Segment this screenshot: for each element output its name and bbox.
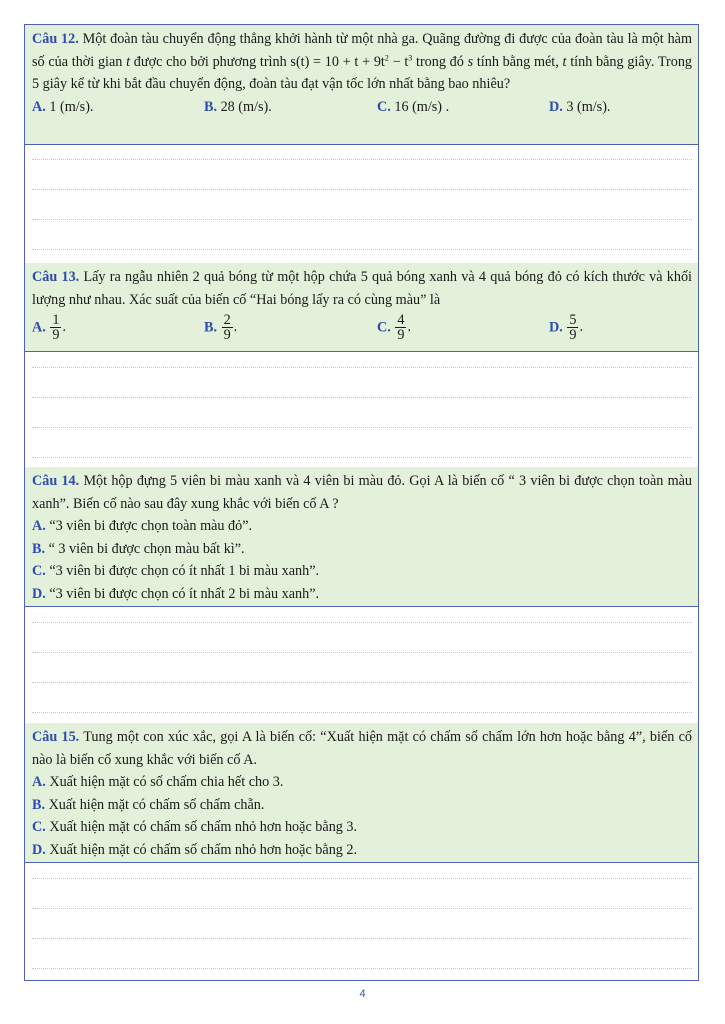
answer-line [32, 682, 692, 683]
question-number: Câu 15. [32, 729, 80, 745]
option-b[interactable]: B. $\frac{2}{9}$ . [204, 312, 238, 343]
option-a[interactable]: A. 1 (m/s). [32, 98, 94, 115]
fraction: $\frac{4}{9}$ [397, 312, 405, 343]
answer-line [32, 249, 692, 250]
question-number: Câu 13. [32, 269, 80, 285]
fraction: $\frac{2}{9}$ [223, 312, 231, 343]
option-d[interactable]: D. $\frac{5}{9}$ . [549, 312, 583, 343]
fraction: $\frac{5}{9}$ [569, 312, 577, 343]
answer-line [32, 968, 692, 969]
answer-space-13 [25, 353, 698, 468]
answer-space-12 [25, 146, 698, 263]
answer-line [32, 427, 692, 428]
question-14-text: Câu 14. Một hộp đựng 5 viên bi màu xanh và 4 viên bi màu đỏ. Gọi A là biến cố “ 3 viên bi được chọn toàn màu xanh”. Biến cố nào sau đây xung khắc với biến cố A ? [32, 473, 692, 512]
answer-line [32, 622, 692, 623]
question-13 [25, 263, 698, 352]
option-a[interactable]: A. “3 viên bi được chọn toàn màu đỏ”. [32, 518, 253, 534]
fraction: $\frac{1}{9}$ [52, 312, 60, 343]
answer-line [32, 189, 692, 190]
answer-options [32, 96, 692, 120]
answer-options [32, 515, 692, 605]
question-number: Câu 14. [32, 473, 80, 489]
page-frame [24, 24, 699, 981]
option-d[interactable]: D. “3 viên bi được chọn có ít nhất 2 bi màu xanh”. [32, 585, 320, 602]
answer-line [32, 652, 692, 653]
answer-line [32, 457, 692, 458]
option-b[interactable]: B. Xuất hiện mặt có chấm số chấm chẵn. [32, 796, 265, 813]
formula: $s(t) = 10 + t + 9t^2 - t^3$ [290, 52, 413, 70]
option-c[interactable]: C. 16 (m/s) . [377, 98, 450, 115]
option-b[interactable]: B. “ 3 viên bi được chọn màu bất kì”. [32, 540, 245, 557]
answer-options [32, 771, 692, 861]
answer-line [32, 159, 692, 160]
option-a[interactable]: A. $\frac{1}{9}$ . [32, 312, 66, 343]
option-d[interactable]: D. 3 (m/s). [549, 98, 611, 115]
answer-options [32, 311, 692, 347]
answer-line [32, 367, 692, 368]
answer-space-14 [25, 608, 698, 723]
answer-line [32, 397, 692, 398]
option-b[interactable]: B. 28 (m/s). [204, 98, 272, 115]
answer-line [32, 878, 692, 879]
question-15-text: Câu 15. Tung một con xúc xắc, gọi A là biến cố: “Xuất hiện mặt có chấm số chấm lớn hơn hoặc bằng 4”, biến cố nào là biến cố xung khắc với biến cố A. [32, 729, 692, 768]
question-number: Câu 12. [32, 31, 79, 47]
answer-line [32, 712, 692, 713]
answer-line [32, 908, 692, 909]
question-12-text: Câu 12. Một đoàn tàu chuyển động thẳng khởi hành từ một nhà ga. Quãng đường đi được của đoàn tàu là một hàm số của thời gian t được cho bởi phương trình $s(t) = 10 + t + 9t^2 - t^3$ trong đó s tính bằng mét, t tính bằng giây. Trong 5 giây kể từ khi bắt đầu chuyển động, đoàn tàu đạt vận tốc lớn nhất bằng bao nhiêu? [32, 31, 693, 92]
question-12 [25, 25, 698, 145]
question-15 [25, 723, 698, 863]
answer-space-15 [25, 864, 698, 980]
option-d[interactable]: D. Xuất hiện mặt có chấm số chấm nhỏ hơn hoặc bằng 2. [32, 841, 358, 858]
option-c[interactable]: C. Xuất hiện mặt có chấm số chấm nhỏ hơn hoặc bằng 3. [32, 819, 358, 835]
option-c[interactable]: C. “3 viên bi được chọn có ít nhất 1 bi màu xanh”. [32, 563, 320, 579]
question-13-text: Câu 13. Lấy ra ngẫu nhiên 2 quả bóng từ một hộp chứa 5 quả bóng xanh và 4 quả bóng đỏ có kích thước và khối lượng như nhau. Xác suất của biến cố “Hai bóng lấy ra có cùng màu” là [32, 269, 692, 308]
option-a[interactable]: A. Xuất hiện mặt có số chấm chia hết cho 3. [32, 774, 284, 790]
page-number: 4 [359, 988, 366, 1000]
option-c[interactable]: C. $\frac{4}{9}$ . [377, 312, 411, 343]
answer-line [32, 219, 692, 220]
answer-line [32, 938, 692, 939]
question-14 [25, 467, 698, 607]
